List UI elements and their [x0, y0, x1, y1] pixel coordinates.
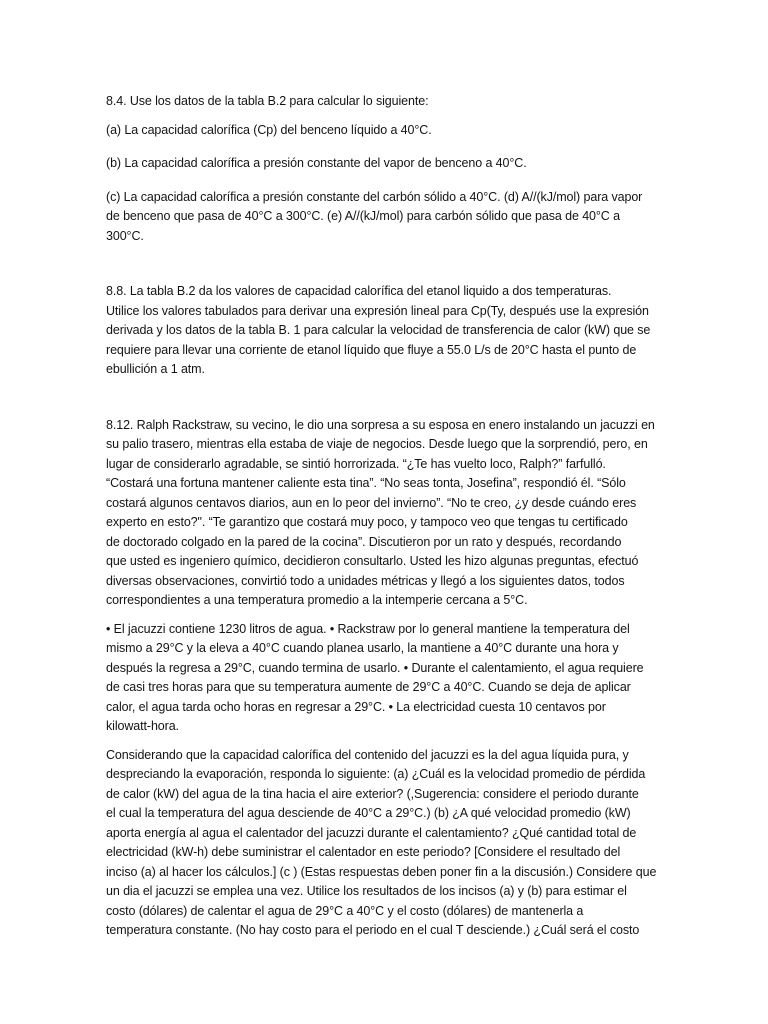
problem-8-12-questions: Considerando que la capacidad calorífica del contenido del jacuzzi es la del agua líquida pura, y despreciando la evaporación, responda lo siguiente: (a) ¿Cuál es la velocidad promedio de pérdida de calor (kW) del agua de la tina hacia el aire exterior? (,Sugerencia: considere el periodo durante el cual la temperatura del agua desciende de 40°C a 29°C.) (b) ¿A qué velocidad promedio (kW) aporta energía al agua el calentador del jacuzzi durante el calentamiento? ¿Qué cantidad total de electricidad (kW-h) debe suministrar el calentador en este periodo? [Considere el resultado del inciso (a) al hacer los cálculos.] (c ) (Estas respuestas deben poner fin a la discusión.) Considere que un dia el jacuzzi se emplea una vez. Utilice los resultados de los incisos (a) y (b) para estimar el costo (dólares) de calentar el agua de 29°C a 40°C y el costo (dólares) de mantenerla a temperatura constante. (No hay costo para el periodo en el cual T desciende.) ¿Cuál será el costo: [106, 747, 657, 937]
problem-8-4-heading: 8.4. Use los datos de la tabla B.2 para calcular lo siguiente:: [106, 94, 429, 108]
problem-8-4-part-a: (a) La capacidad calorífica (Cp) del benceno líquido a 40°C.: [106, 122, 432, 137]
problem-8-12-intro: 8.12. Ralph Rackstraw, su vecino, le dio una sorpresa a su esposa en enero instalando un jacuzzi en su palio trasero, mientras ella estaba de viaje de negocios. Desde luego que la sorprendió, pero, en lugar de considerarlo agradable, se sintió horrorizada. “¿Te has vuelto loco, Ralph?” farfulló. “Costará una fortuna mantener caliente esta tina”. “No seas tonta, Josefina”, respondió él. “Sólo costará algunos centavos diarios, aun en lo peor del invierno”. “No te creo, ¿y desde cuándo eres experto en esto?". “Te garantizo que costará muy poco, y tampoco veo que tengas tu certificado de doctorado colgado en la pared de la cocina”. Discutieron por un rato y después, recordando que usted es ingeniero químico, decidieron consultarlo. Usted les hizo algunas preguntas, efectuó diversas observaciones, convirtió todo a unidades métricas y llegó a los siguientes datos, todos correspondientes a una temperatura promedio a la intemperie cercana a 5°C.: [106, 417, 655, 607]
problem-8-4-parts-c-e: (c) La capacidad calorífica a presión constante del carbón sólido a 40°C. (d) A//(kJ/mol) para vapor de benceno que pasa de 40°C a 300°C. (e) A//(kJ/mol) para carbón sólido que pasa de 40°C a 300°C.: [106, 189, 643, 243]
problem-8-8: 8.8. La tabla B.2 da los valores de capacidad calorífica del etanol liquido a dos temperaturas. Utilice los valores tabulados para derivar una expresión lineal para Cp(Ty, después use la expresión derivada y los datos de la tabla B. 1 para calcular la velocidad de transferencia de calor (kW) que se requiere para llevar una corriente de etanol líquido que fluye a 55.0 L/s de 20°C hasta el punto de ebullición a 1 atm.: [106, 284, 651, 376]
problem-8-12-data-list: • El jacuzzi contiene 1230 litros de agua. • Rackstraw por lo general mantiene la temperatura del mismo a 29°C y la eleva a 40°C cuando planea usarlo, la mantiene a 40°C durante una hora y después la regresa a 29°C, cuando termina de usarlo. • Durante el calentamiento, el agua requiere de casi tres horas para que su temperatura aumente de 29°C a 40°C. Cuando se deja de aplicar calor, el agua tarda ocho horas en regresar a 29°C. • La electricidad cuesta 10 centavos por kilowatt-hora.: [106, 621, 644, 733]
problem-8-4-part-b: (b) La capacidad calorífica a presión constante del vapor de benceno a 40°C.: [106, 156, 527, 170]
